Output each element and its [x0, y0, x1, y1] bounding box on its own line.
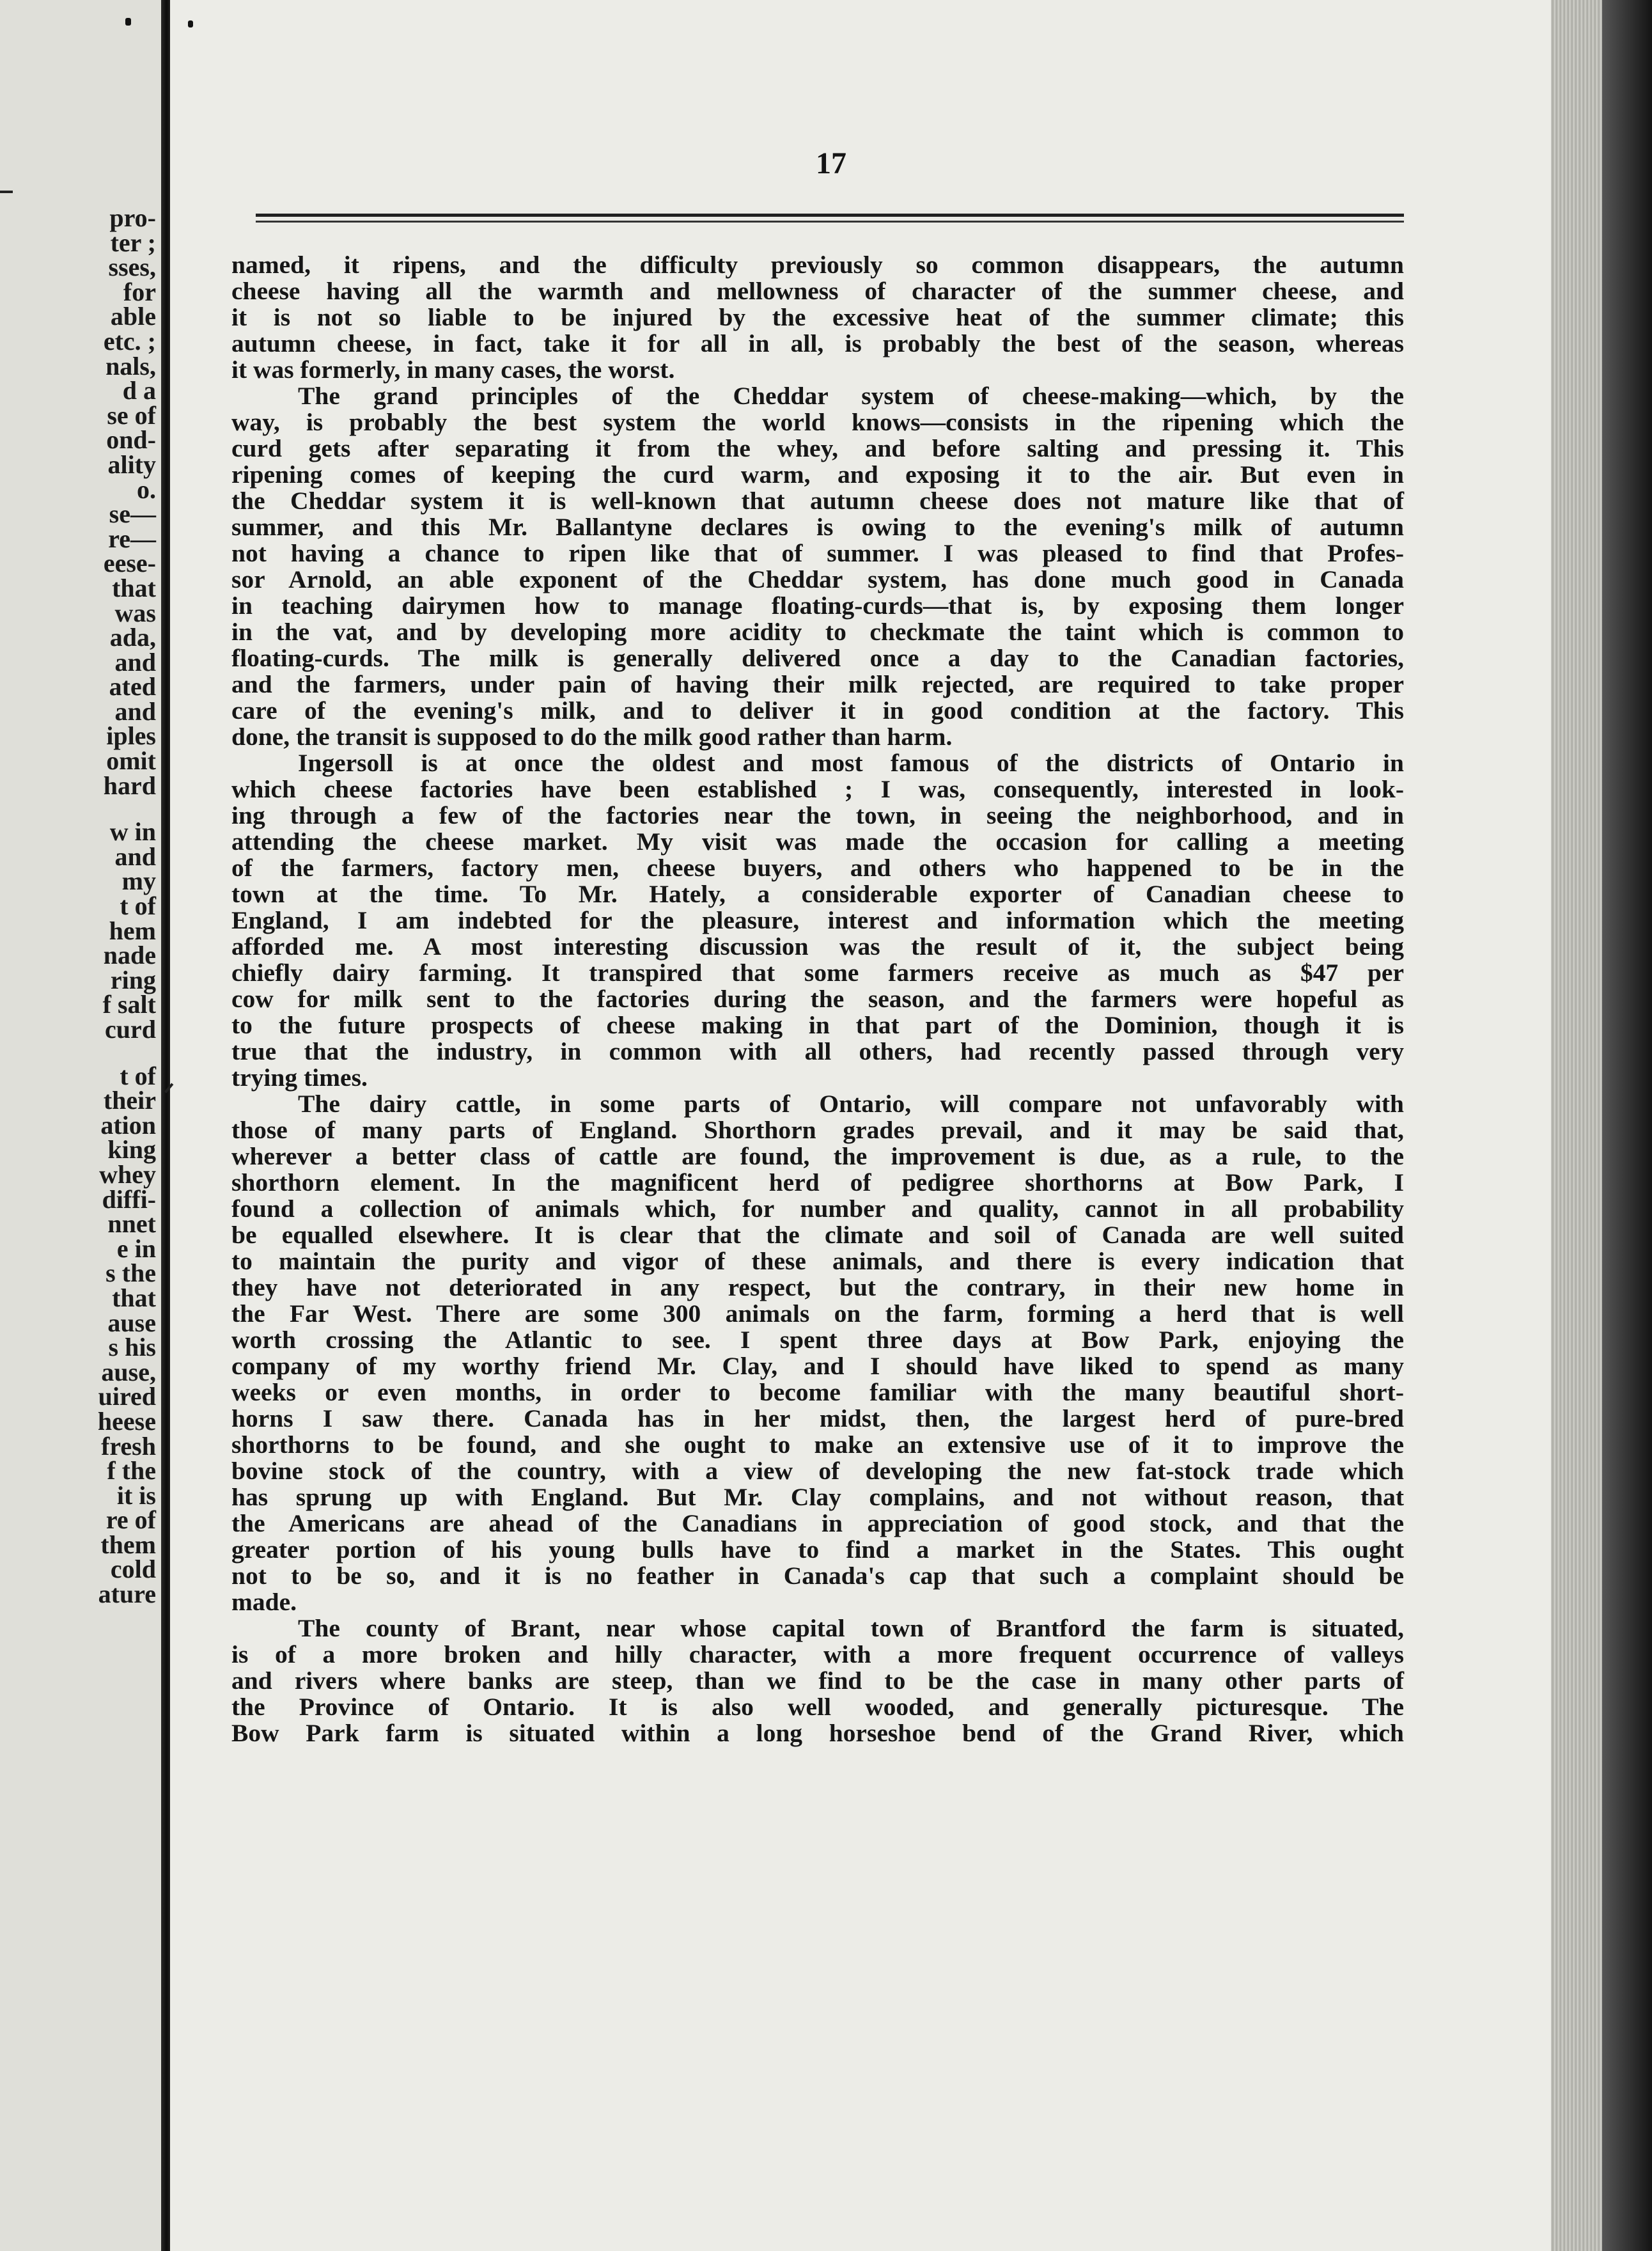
left-page-fragment: diffi- [102, 1184, 156, 1214]
text-line: England, I am indebted for the pleasure, interest and information which the meeting [231, 906, 1404, 934]
text-line: greater portion of his young bulls have to find a market in the States. This ought [231, 1535, 1404, 1564]
left-page-fragment: uired [98, 1382, 156, 1411]
paragraph [231, 252, 1404, 383]
left-page-fragment: for [123, 277, 156, 306]
text-line: the Far West. There are some 300 animals on the farm, forming a herd that is well [231, 1299, 1404, 1328]
text-line: wherever a better class of cattle are found, the improvement is due, as a rule, to the [231, 1142, 1404, 1170]
ink-dot [188, 20, 193, 27]
left-page-fragment: iples [106, 721, 156, 751]
left-page-fragment: that [112, 573, 156, 602]
left-page-fragment: that [112, 1283, 156, 1312]
text-line: true that the industry, in common with all others, had recently passed through very [231, 1037, 1404, 1065]
left-page-fragment: omit [106, 746, 156, 776]
left-page-fragment: able [110, 302, 156, 331]
text-line: the Americans are ahead of the Canadians in appreciation of good stock, and that the [231, 1509, 1404, 1537]
text-line: ripening comes of keeping the curd warm, and exposing it to the air. But even in [231, 460, 1404, 489]
text-line: sor Arnold, an able exponent of the Cheddar system, has done much good in Canada [231, 565, 1404, 593]
left-page-fragment: w in [109, 817, 156, 847]
left-page-fragment: s the [105, 1259, 156, 1288]
left-page-fragment: was [114, 598, 156, 627]
fragment-gap [0, 798, 161, 820]
text-line: has sprung up with England. But Mr. Clay complains, and not without reason, that [231, 1483, 1404, 1511]
left-page-fragment: ada, [109, 623, 156, 652]
text-line: shorthorn element. In the magnificent herd of pedigree shorthorns at Bow Park, I [231, 1168, 1404, 1196]
left-page-fragment: heese [97, 1406, 156, 1436]
left-page-fragment: f the [107, 1456, 156, 1486]
left-page-fragment: ond- [106, 425, 156, 455]
text-line: weeks or even months, in order to become familiar with the many beautiful short- [231, 1378, 1404, 1406]
text-line: be equalled elsewhere. It is clear that the climate and soil of Canada are well suited [231, 1221, 1404, 1249]
text-line: in teaching dairymen how to manage floating-curds—that is, by exposing them longer [231, 592, 1404, 620]
text-line: care of the evening's milk, and to deliver it in good condition at the factory. This [231, 696, 1404, 725]
left-page-fragment: se of [107, 400, 156, 430]
body-text [231, 252, 1404, 1746]
left-page-fragment: and [114, 842, 156, 871]
text-line: worth crossing the Atlantic to see. I spent three days at Bow Park, enjoying the [231, 1326, 1404, 1354]
paragraph [231, 1615, 1404, 1746]
text-line: attending the cheese market. My visit was made the occasion for calling a meeting [231, 827, 1404, 856]
left-page-fragment: pro- [109, 203, 156, 232]
left-page-fragment: t of [120, 891, 156, 921]
text-line: in the vat, and by developing more acidity to checkmate the taint which is common to [231, 618, 1404, 646]
text-line: made. [231, 1588, 297, 1616]
text-line: found a collection of animals which, for number and quality, cannot in all probability [231, 1195, 1404, 1223]
left-page-fragment: t of [120, 1061, 156, 1090]
text-line: it was formerly, in many cases, the worst. [231, 356, 675, 384]
text-line: The county of Brant, near whose capital town of Brantford the farm is situated, [298, 1614, 1404, 1642]
left-page-fragment: it is [116, 1480, 156, 1510]
left-page-fragment: eese- [103, 549, 156, 578]
text-line: which cheese factories have been established ; I was, consequently, interested in look- [231, 775, 1404, 803]
text-line: done, the transit is supposed to do the milk good rather than harm. [231, 723, 953, 751]
page-edges [1551, 0, 1602, 2251]
text-line: bovine stock of the country, with a view of developing the new fat-stock trade which [231, 1457, 1404, 1485]
left-page-fragment: ation [100, 1110, 156, 1140]
left-page-fragment: their [103, 1086, 156, 1115]
text-line: summer, and this Mr. Ballantyne declares is owing to the evening's milk of autumn [231, 513, 1404, 541]
left-page-fragment: whey [99, 1159, 156, 1189]
left-page-fragment: cold [110, 1555, 156, 1584]
text-line: autumn cheese, in fact, take it for all in all, is probably the best of the season, whereas [231, 329, 1404, 357]
text-line: chiefly dairy farming. It transpired that some farmers receive as much as $47 per [231, 959, 1404, 987]
text-line: to the future prospects of cheese making in that part of the Dominion, though it is [231, 1011, 1404, 1039]
paragraph [231, 383, 1404, 750]
text-line: and rivers where banks are steep, than we find to be the case in many other parts of [231, 1667, 1404, 1695]
left-page-fragment: sses, [108, 253, 156, 282]
paragraph [231, 1091, 1404, 1615]
margin-mark: ᐟ [164, 1079, 175, 1108]
text-line: The grand principles of the Cheddar system of cheese-making—which, by the [298, 382, 1404, 410]
text-line: cow for milk sent to the factories during the season, and the farmers were hopeful as [231, 985, 1404, 1013]
left-page-rule [0, 191, 13, 193]
text-line: of the farmers, factory men, cheese buyers, and others who happened to be in the [231, 854, 1404, 882]
left-page-fragment: ring [110, 965, 156, 994]
left-page-fragment: ated [109, 672, 156, 702]
left-page-fragment: s his [108, 1333, 156, 1362]
page-number: 17 [816, 146, 846, 180]
text-line: ing through a few of the factories near the town, in seeing the neighborhood, and in [231, 801, 1404, 829]
left-page-fragment: o. [137, 475, 156, 504]
text-line: horns I saw there. Canada has in her midst, then, the largest herd of pure-bred [231, 1404, 1404, 1432]
left-page-fragment: them [100, 1530, 156, 1559]
left-page-fragment: nals, [105, 351, 156, 380]
text-line: the Cheddar system it is well-known that autumn cheese does not mature like that of [231, 487, 1404, 515]
text-line: town at the time. To Mr. Hately, a considerable exporter of Canadian cheese to [231, 880, 1404, 908]
text-line: afforded me. A most interesting discussion was the result of it, the subject being [231, 932, 1404, 961]
text-line: is of a more broken and hilly character, with a more frequent occurrence of valleys [231, 1640, 1404, 1668]
left-page-fragment: d a [122, 376, 156, 405]
text-line: trying times. [231, 1063, 368, 1092]
ink-dot [125, 18, 131, 26]
left-page-fragment: f salt [102, 990, 156, 1019]
edge-shadow [1602, 0, 1652, 2251]
left-page-fragment: re— [108, 524, 156, 553]
text-line: named, it ripens, and the difficulty previously so common disappears, the autumn [231, 251, 1404, 279]
text-line: not having a chance to ripen like that of summer. I was pleased to find that Profes- [231, 539, 1404, 567]
text-line: the Province of Ontario. It is also well wooded, and generally picturesque. The [231, 1693, 1404, 1721]
left-page-fragment: fresh [101, 1431, 156, 1461]
text-line: company of my worthy friend Mr. Clay, and I should have liked to spend as many [231, 1352, 1404, 1380]
text-line: not to be so, and it is no feather in Canada's cap that such a complaint should be [231, 1562, 1404, 1590]
left-page-fragment: ter ; [110, 228, 156, 257]
left-page-text-fragments [0, 203, 161, 1609]
left-page-fragment: and [114, 696, 156, 726]
left-page-fragment: hard [103, 771, 156, 800]
text-line: floating-curds. The milk is generally delivered once a day to the Canadian factories, [231, 644, 1404, 672]
left-page-fragment: curd [105, 1015, 156, 1044]
left-page-fragment: etc. ; [103, 326, 156, 356]
left-page [0, 0, 161, 2251]
text-line: Ingersoll is at once the oldest and most famous of the districts of Ontario in [298, 749, 1404, 777]
text-line: and the farmers, under pain of having their milk rejected, are required to take proper [231, 670, 1404, 698]
text-line: those of many parts of England. Shorthorn grades prevail, and it may be said that, [231, 1116, 1404, 1144]
left-page-fragment: ality [107, 450, 156, 479]
text-line: they have not deteriorated in any respect, but the contrary, in their new home in [231, 1273, 1404, 1301]
left-page-fragment: and [114, 647, 156, 677]
left-page-fragment: nnet [107, 1209, 156, 1239]
text-line: The dairy cattle, in some parts of Ontario, will compare not unfavorably with [298, 1090, 1404, 1118]
text-line: Bow Park farm is situated within a long horseshoe bend of the Grand River, which [231, 1719, 1404, 1747]
paragraph [231, 750, 1404, 1091]
left-page-fragment: se— [109, 499, 156, 529]
left-page-fragment: hem [109, 916, 156, 945]
left-page-fragment: e in [116, 1234, 156, 1263]
header-rule-thin [256, 221, 1404, 223]
text-line: curd gets after separating it from the whey, and before salting and pressing it. This [231, 434, 1404, 462]
left-page-fragment: re of [105, 1505, 156, 1535]
text-line: way, is probably the best system the world knows—consists in the ripening which the [231, 408, 1404, 436]
text-line: shorthorns to be found, and she ought to make an extensive use of it to improve the [231, 1431, 1404, 1459]
text-line: cheese having all the warmth and mellowness of character of the summer cheese, and [231, 277, 1404, 305]
left-page-fragment: ature [98, 1580, 156, 1609]
book-gutter [161, 0, 170, 2251]
text-line: to maintain the purity and vigor of these animals, and there is every indication that [231, 1247, 1404, 1275]
left-page-fragment: ause, [101, 1357, 156, 1386]
left-page-fragment: my [121, 867, 156, 896]
left-page-fragment: nade [103, 941, 156, 970]
text-line: it is not so liable to be injured by the excessive heat of the summer climate; this [231, 303, 1404, 331]
left-page-fragment: ause [107, 1308, 156, 1337]
header-rule [256, 214, 1404, 217]
left-page-fragment: king [107, 1135, 156, 1165]
fragment-gap [0, 1042, 161, 1064]
